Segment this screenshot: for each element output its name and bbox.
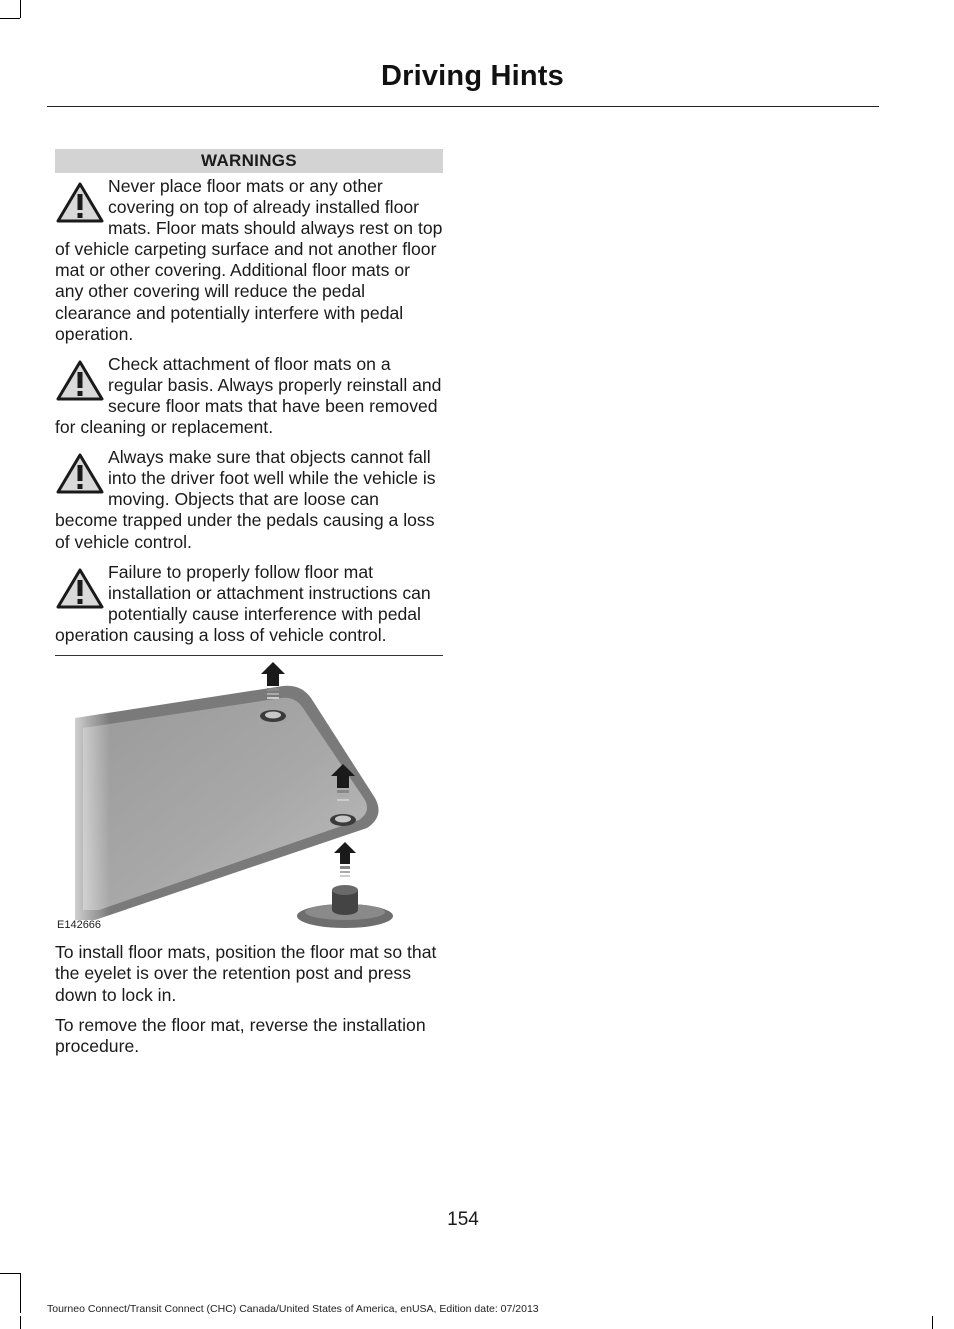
body-paragraph: To remove the floor mat, reverse the installation procedure. (55, 1014, 426, 1057)
warning-triangle-icon (55, 359, 105, 403)
floor-mat-illustration (55, 658, 443, 930)
body-paragraph: To install floor mats, position the floor mat so that the eyelet is over the retention post and press down to lock in. (55, 941, 437, 1005)
crop-mark (932, 1316, 933, 1329)
header-rule (47, 106, 879, 107)
warning-item (55, 562, 443, 646)
warning-triangle-icon (55, 567, 105, 611)
warning-text: Failure to properly follow floor mat installation or attachment instructions can potentially cause interference with pedal operation causing a loss of vehicle control. (55, 561, 431, 645)
crop-mark (20, 1316, 21, 1329)
warning-item (55, 176, 443, 345)
warning-text: Check attachment of floor mats on a regular basis. Always properly reinstall and secure floor mats that have been removed for cleaning or replacement. (55, 353, 442, 438)
warnings-divider (55, 655, 443, 656)
warning-item (55, 447, 443, 552)
warnings-heading: WARNINGS (55, 149, 443, 173)
arrow-up-icon (334, 842, 356, 877)
figure-label: E142666 (57, 918, 102, 931)
content-column (55, 149, 443, 1066)
crop-mark (0, 18, 20, 19)
crop-mark (20, 1273, 21, 1313)
warning-item (55, 354, 443, 438)
warning-text: Always make sure that objects cannot fall into the driver foot well while the vehicle is moving. Objects that are loose can become trapped under the pedals causing a loss of vehicle control. (55, 447, 436, 552)
warning-text: Never place floor mats or any other covering on top of already installed floor mats. Floor mats should always rest on top of vehicle carpeting surface and not another floor mat or other covering. Additional floor mats or any other covering will reduce the pedal clearance and potentially interfere with pedal operation. (55, 176, 443, 344)
page-title: Driving Hints (380, 60, 564, 92)
warning-triangle-icon (55, 181, 105, 225)
warning-triangle-icon (55, 452, 105, 496)
crop-mark (0, 1273, 20, 1274)
crop-mark (20, 0, 21, 18)
footer-text: Tourneo Connect/Transit Connect (CHC) Canada/United States of America, enUSA, Edition date: 07/2013 (47, 1303, 539, 1315)
floor-mat-figure (55, 658, 443, 930)
page-number: 154 (447, 1209, 479, 1230)
